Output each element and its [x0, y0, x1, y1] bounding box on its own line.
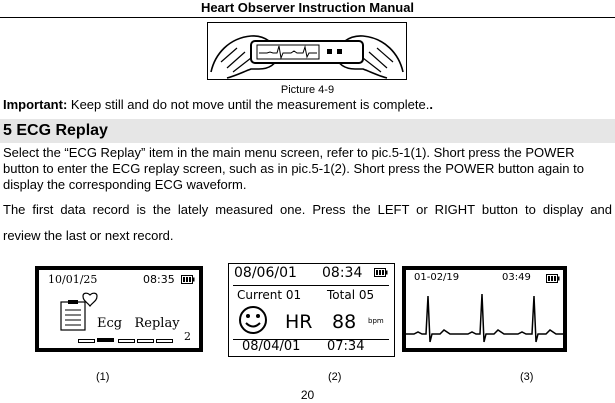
paragraph-line: button to enter the ECG replay screen, such as in pic.5-1(2). Short press the POWER button again to [3, 161, 584, 176]
device-button-right [337, 49, 342, 54]
screen-3-date: 01-02/19 [414, 272, 460, 283]
page-header-title: Heart Observer Instruction Manual [200, 0, 415, 15]
ecg-waveform-trace [406, 284, 563, 348]
screen-2-ecg-replay-record [228, 263, 395, 357]
battery-icon [546, 274, 560, 283]
smiley-face-icon [238, 305, 268, 335]
screen-3-ecg-waveform [402, 266, 567, 352]
screen-2-hr-unit: bpm [368, 317, 384, 325]
important-label: Important: [3, 97, 68, 112]
figure-caption-top: Picture 4-9 [280, 84, 335, 96]
screen-2-time: 08:34 [322, 265, 363, 281]
screen-1-date: 10/01/25 [48, 273, 98, 286]
screen-2-hr-value: 88 [332, 311, 357, 333]
header-divider [0, 17, 615, 18]
screen-2-current-record: Current 01 [237, 288, 302, 302]
screen-2-total-records: Total 05 [327, 288, 375, 302]
screen-3-time: 03:49 [502, 272, 531, 283]
device-hands-illustration [207, 22, 407, 80]
paragraph-line: review the last or next record. [3, 228, 174, 243]
paragraph-line: display the corresponding ECG waveform. [3, 177, 247, 192]
screen-2-record-time: 07:34 [327, 339, 365, 354]
section-title: 5 ECG Replay [3, 122, 108, 139]
screen-1-time: 08:35 [143, 273, 175, 286]
important-text: Keep still and do not move until the measurement is complete. [67, 97, 430, 112]
screen-2-caption: (2) [328, 371, 342, 383]
paragraph-line: Select the “ECG Replay” item in the main menu screen, refer to pic.5-1(1). Short press the POWER [3, 145, 575, 160]
screen-1-menu-label: Ecg Replay [97, 316, 180, 331]
screen-2-date: 08/06/01 [234, 265, 297, 281]
screen-1-caption: (1) [96, 371, 110, 383]
paragraph-line: The first data record is the lately measured one. Press the LEFT or RIGHT button to display and [3, 202, 612, 217]
page-number: 20 [300, 388, 315, 402]
device-screen [257, 45, 319, 59]
battery-icon [374, 268, 388, 277]
battery-icon [181, 275, 195, 284]
screen-3-caption: (3) [520, 371, 534, 383]
clipboard-heart-icon [59, 292, 101, 332]
important-note: Important: Keep still and do not move until the measurement is complete.. [3, 97, 433, 112]
screen-2-hr-label: HR [285, 311, 313, 333]
screen-2-record-date: 08/04/01 [242, 339, 301, 354]
screen-1-ecg-replay-menu [35, 266, 203, 352]
device-button-left [327, 49, 332, 54]
screen-1-page-number: 2 [184, 330, 191, 343]
